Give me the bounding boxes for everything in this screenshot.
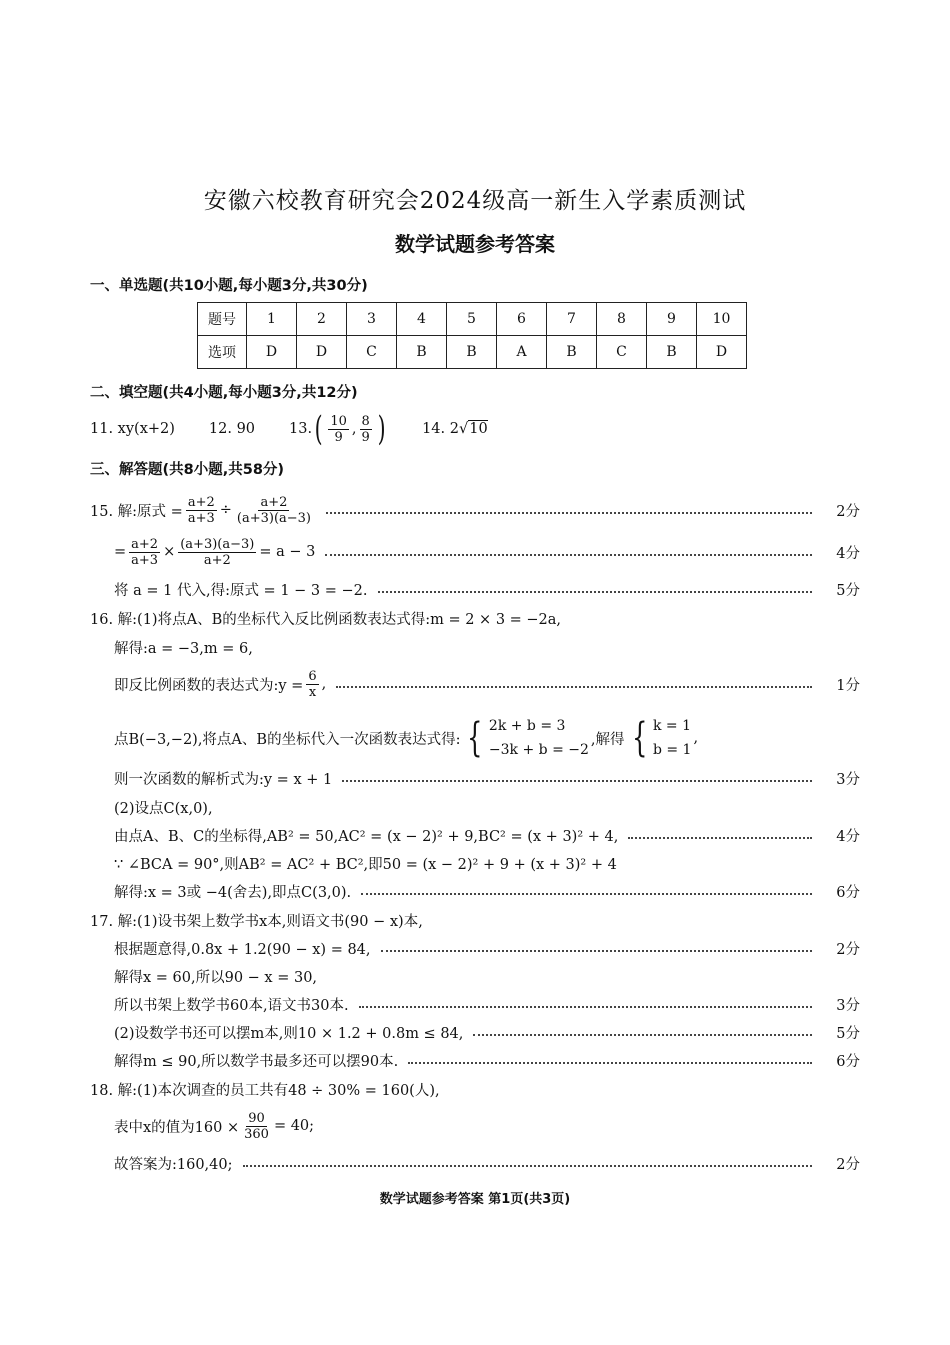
answer-option-cell: B xyxy=(547,336,597,369)
document-subtitle: 数学试题参考答案 xyxy=(395,232,555,256)
question-number-cell: 5 xyxy=(447,303,497,336)
denominator: 9 xyxy=(361,429,370,445)
question-number-cell: 10 xyxy=(697,303,747,336)
answer-option-cell: D xyxy=(247,336,297,369)
operator: ÷ xyxy=(219,502,232,518)
q16-line-8 xyxy=(114,848,860,878)
table-header-option: 选项 xyxy=(198,336,247,369)
fraction xyxy=(360,414,372,445)
denominator: 360 xyxy=(244,1126,269,1142)
q18-line-1 xyxy=(90,1074,860,1104)
text: = 40; xyxy=(273,1118,315,1134)
question-number-cell: 7 xyxy=(547,303,597,336)
q17-line-6 xyxy=(114,1045,860,1075)
text: 解得m ≤ 90,所以数学书最多还可以摆90本. xyxy=(114,1053,399,1070)
section-heading-solutions: 三、解答题(共8小题,共58分) xyxy=(90,462,285,478)
denominator: a+3 xyxy=(131,552,159,568)
answer-table xyxy=(197,302,747,369)
answer-option-cell: B xyxy=(397,336,447,369)
answer-option-cell: B xyxy=(447,336,497,369)
denominator: a+3 xyxy=(187,510,215,526)
left-brace: { xyxy=(631,715,647,761)
q18-line-2 xyxy=(114,1104,860,1148)
leader-dots xyxy=(628,837,812,839)
score: 1分 xyxy=(836,677,860,694)
score: 6分 xyxy=(836,884,860,901)
leader-dots xyxy=(325,554,812,556)
text: = xyxy=(114,544,127,560)
q16-line-7 xyxy=(114,820,860,850)
text: 16. 解:(1)将点A、B的坐标代入反比例函数表达式得:m = 2 × 3 = −2a, xyxy=(90,611,562,628)
table-header-number: 题号 xyxy=(198,303,247,336)
q16-line-9 xyxy=(114,876,860,906)
question-number-cell: 1 xyxy=(247,303,297,336)
text: , xyxy=(321,676,327,692)
answer-13: 13. ( $\frac{10}{9}$ , $\frac{8}{9}$ ) xyxy=(289,409,386,449)
leader-dots xyxy=(361,893,812,895)
question-number-cell: 8 xyxy=(597,303,647,336)
q17-line-1 xyxy=(90,905,860,935)
q16-line-6 xyxy=(114,792,860,822)
fraction xyxy=(186,495,217,526)
numerator: a+2 xyxy=(187,494,215,510)
answer-option-cell: B xyxy=(647,336,697,369)
score: 3分 xyxy=(836,997,860,1014)
text: 17. 解:(1)设书架上数学书x本,则语文书(90 − x)本, xyxy=(90,913,423,930)
leader-dots xyxy=(378,591,813,593)
page-footer: 数学试题参考答案 第1页(共3页) xyxy=(379,1192,571,1207)
text: 解得:x = 3或 −4(舍去),即点C(3,0). xyxy=(114,884,352,901)
q16-line-1 xyxy=(90,603,860,633)
section-heading-single-choice: 一、单选题(共10小题,每小题3分,共30分) xyxy=(90,278,368,294)
q17-line-4 xyxy=(114,989,860,1019)
section-heading-fill-blank: 二、填空题(共4小题,每小题3分,共12分) xyxy=(90,385,358,401)
denominator: a+2 xyxy=(203,552,231,568)
text: 将 a = 1 代入,得:原式 = 1 − 3 = −2. xyxy=(114,582,368,599)
leader-dots xyxy=(243,1165,812,1167)
operator: × xyxy=(163,544,176,560)
equation: 2k + b = 3 xyxy=(488,718,566,734)
numerator: a+2 xyxy=(260,494,288,510)
text: ∵ ∠BCA = 90°,则AB² = AC² + BC²,即50 = (x − 2)² + 9 + (x + 3)² + 4 xyxy=(114,856,617,873)
score: 2分 xyxy=(836,503,860,520)
text: 表中x的值为160 × xyxy=(114,1119,240,1136)
denominator: (a+3)(a−3) xyxy=(236,510,312,526)
denominator: x xyxy=(308,684,317,700)
answer-option-cell: C xyxy=(347,336,397,369)
table-row-options xyxy=(198,336,747,369)
answer-option-cell: A xyxy=(497,336,547,369)
score: 5分 xyxy=(836,1025,860,1042)
radicand: 10 xyxy=(469,421,488,437)
question-number-cell: 2 xyxy=(297,303,347,336)
leader-dots xyxy=(381,950,812,952)
numerator: a+2 xyxy=(131,536,159,552)
leader-dots xyxy=(408,1062,812,1064)
q17-line-3 xyxy=(114,961,860,991)
answer-option-cell: D xyxy=(297,336,347,369)
numerator: 10 xyxy=(330,413,347,429)
document-title: 安徽六校教育研究会2024级高一新生入学素质测试 xyxy=(203,188,747,214)
fraction xyxy=(178,537,256,568)
text: 则一次函数的解析式为:y = x + 1 xyxy=(114,771,333,788)
score: 5分 xyxy=(836,582,860,599)
q16-line-5 xyxy=(114,763,860,793)
score: 2分 xyxy=(836,1156,860,1173)
text: = a − 3 xyxy=(259,544,316,560)
equation: k = 1 xyxy=(652,718,691,734)
leader-dots xyxy=(473,1034,812,1036)
text: 点B(−3,−2),将点A、B的坐标代入一次函数表达式得: xyxy=(114,731,461,748)
leader-dots xyxy=(359,1006,812,1008)
denominator: 9 xyxy=(334,429,343,445)
text: 解得x = 60,所以90 − x = 30, xyxy=(114,969,318,986)
numerator: 8 xyxy=(361,413,370,429)
score: 4分 xyxy=(836,828,860,845)
q18-line-3 xyxy=(114,1148,860,1178)
answer-13-label: 13. xyxy=(289,421,313,437)
q15-line-2 xyxy=(114,530,860,574)
text: 所以书架上数学书60本,语文书30本. xyxy=(114,997,349,1014)
score: 4分 xyxy=(836,545,860,562)
equation-system xyxy=(462,714,588,762)
leader-dots xyxy=(326,512,812,514)
leader-dots xyxy=(342,780,812,782)
score: 2分 xyxy=(836,941,860,958)
score: 6分 xyxy=(836,1053,860,1070)
text: 由点A、B、C的坐标得,AB² = 50,AC² = (x − 2)² + 9,BC² = (x + 3)² + 4, xyxy=(114,828,619,845)
fraction xyxy=(129,537,160,568)
answer-option-cell: D xyxy=(697,336,747,369)
table-row-numbers xyxy=(198,303,747,336)
text: ,解得 xyxy=(590,731,625,748)
question-number-cell: 9 xyxy=(647,303,697,336)
q15-line-1 xyxy=(90,488,860,532)
leader-dots xyxy=(336,686,812,688)
q17-line-2 xyxy=(114,933,860,963)
question-number-cell: 3 xyxy=(347,303,397,336)
solution-system xyxy=(627,714,692,762)
fill-blank-answers xyxy=(90,409,488,449)
left-paren: ( xyxy=(314,409,323,449)
text: (2)设数学书还可以摆m本,则10 × 1.2 + 0.8m ≤ 84, xyxy=(114,1025,464,1042)
answer-11: 11. xy(x+2) xyxy=(90,421,175,437)
numerator: 90 xyxy=(248,1110,265,1126)
equation: b = 1 xyxy=(652,742,692,758)
q17-line-5 xyxy=(114,1017,860,1047)
question-number-cell: 6 xyxy=(497,303,547,336)
right-paren: ) xyxy=(377,409,386,449)
answer-option-cell: C xyxy=(597,336,647,369)
left-brace: { xyxy=(467,715,483,761)
text: 即反比例函数的表达式为:y = xyxy=(114,677,304,694)
text: 解得:a = −3,m = 6, xyxy=(114,640,253,657)
text: 18. 解:(1)本次调查的员工共有48 ÷ 30% = 160(人), xyxy=(90,1082,440,1099)
q16-line-2 xyxy=(114,632,860,662)
text: (2)设点C(x,0), xyxy=(114,800,213,817)
q16-line-3 xyxy=(114,662,860,706)
q15-line-3 xyxy=(114,574,860,604)
text: 故答案为:160,40; xyxy=(114,1156,233,1173)
question-number-cell: 4 xyxy=(397,303,447,336)
fraction xyxy=(242,1111,271,1142)
fraction xyxy=(306,669,318,700)
q16-line-4 xyxy=(114,712,860,764)
score: 3分 xyxy=(836,771,860,788)
answer-12: 12. 90 xyxy=(208,421,256,437)
fraction xyxy=(328,414,349,445)
equation: −3k + b = −2 xyxy=(488,742,589,758)
text: 根据题意得,0.8x + 1.2(90 − x) = 84, xyxy=(114,941,371,958)
numerator: 6 xyxy=(308,668,317,684)
fraction xyxy=(235,495,313,526)
text: 15. 解:原式 = xyxy=(90,503,183,520)
text: , xyxy=(693,730,699,746)
answer-14: 14. 2√10 xyxy=(422,421,488,437)
answer-14-label: 14. 2 xyxy=(422,421,459,437)
numerator: (a+3)(a−3) xyxy=(180,536,255,552)
